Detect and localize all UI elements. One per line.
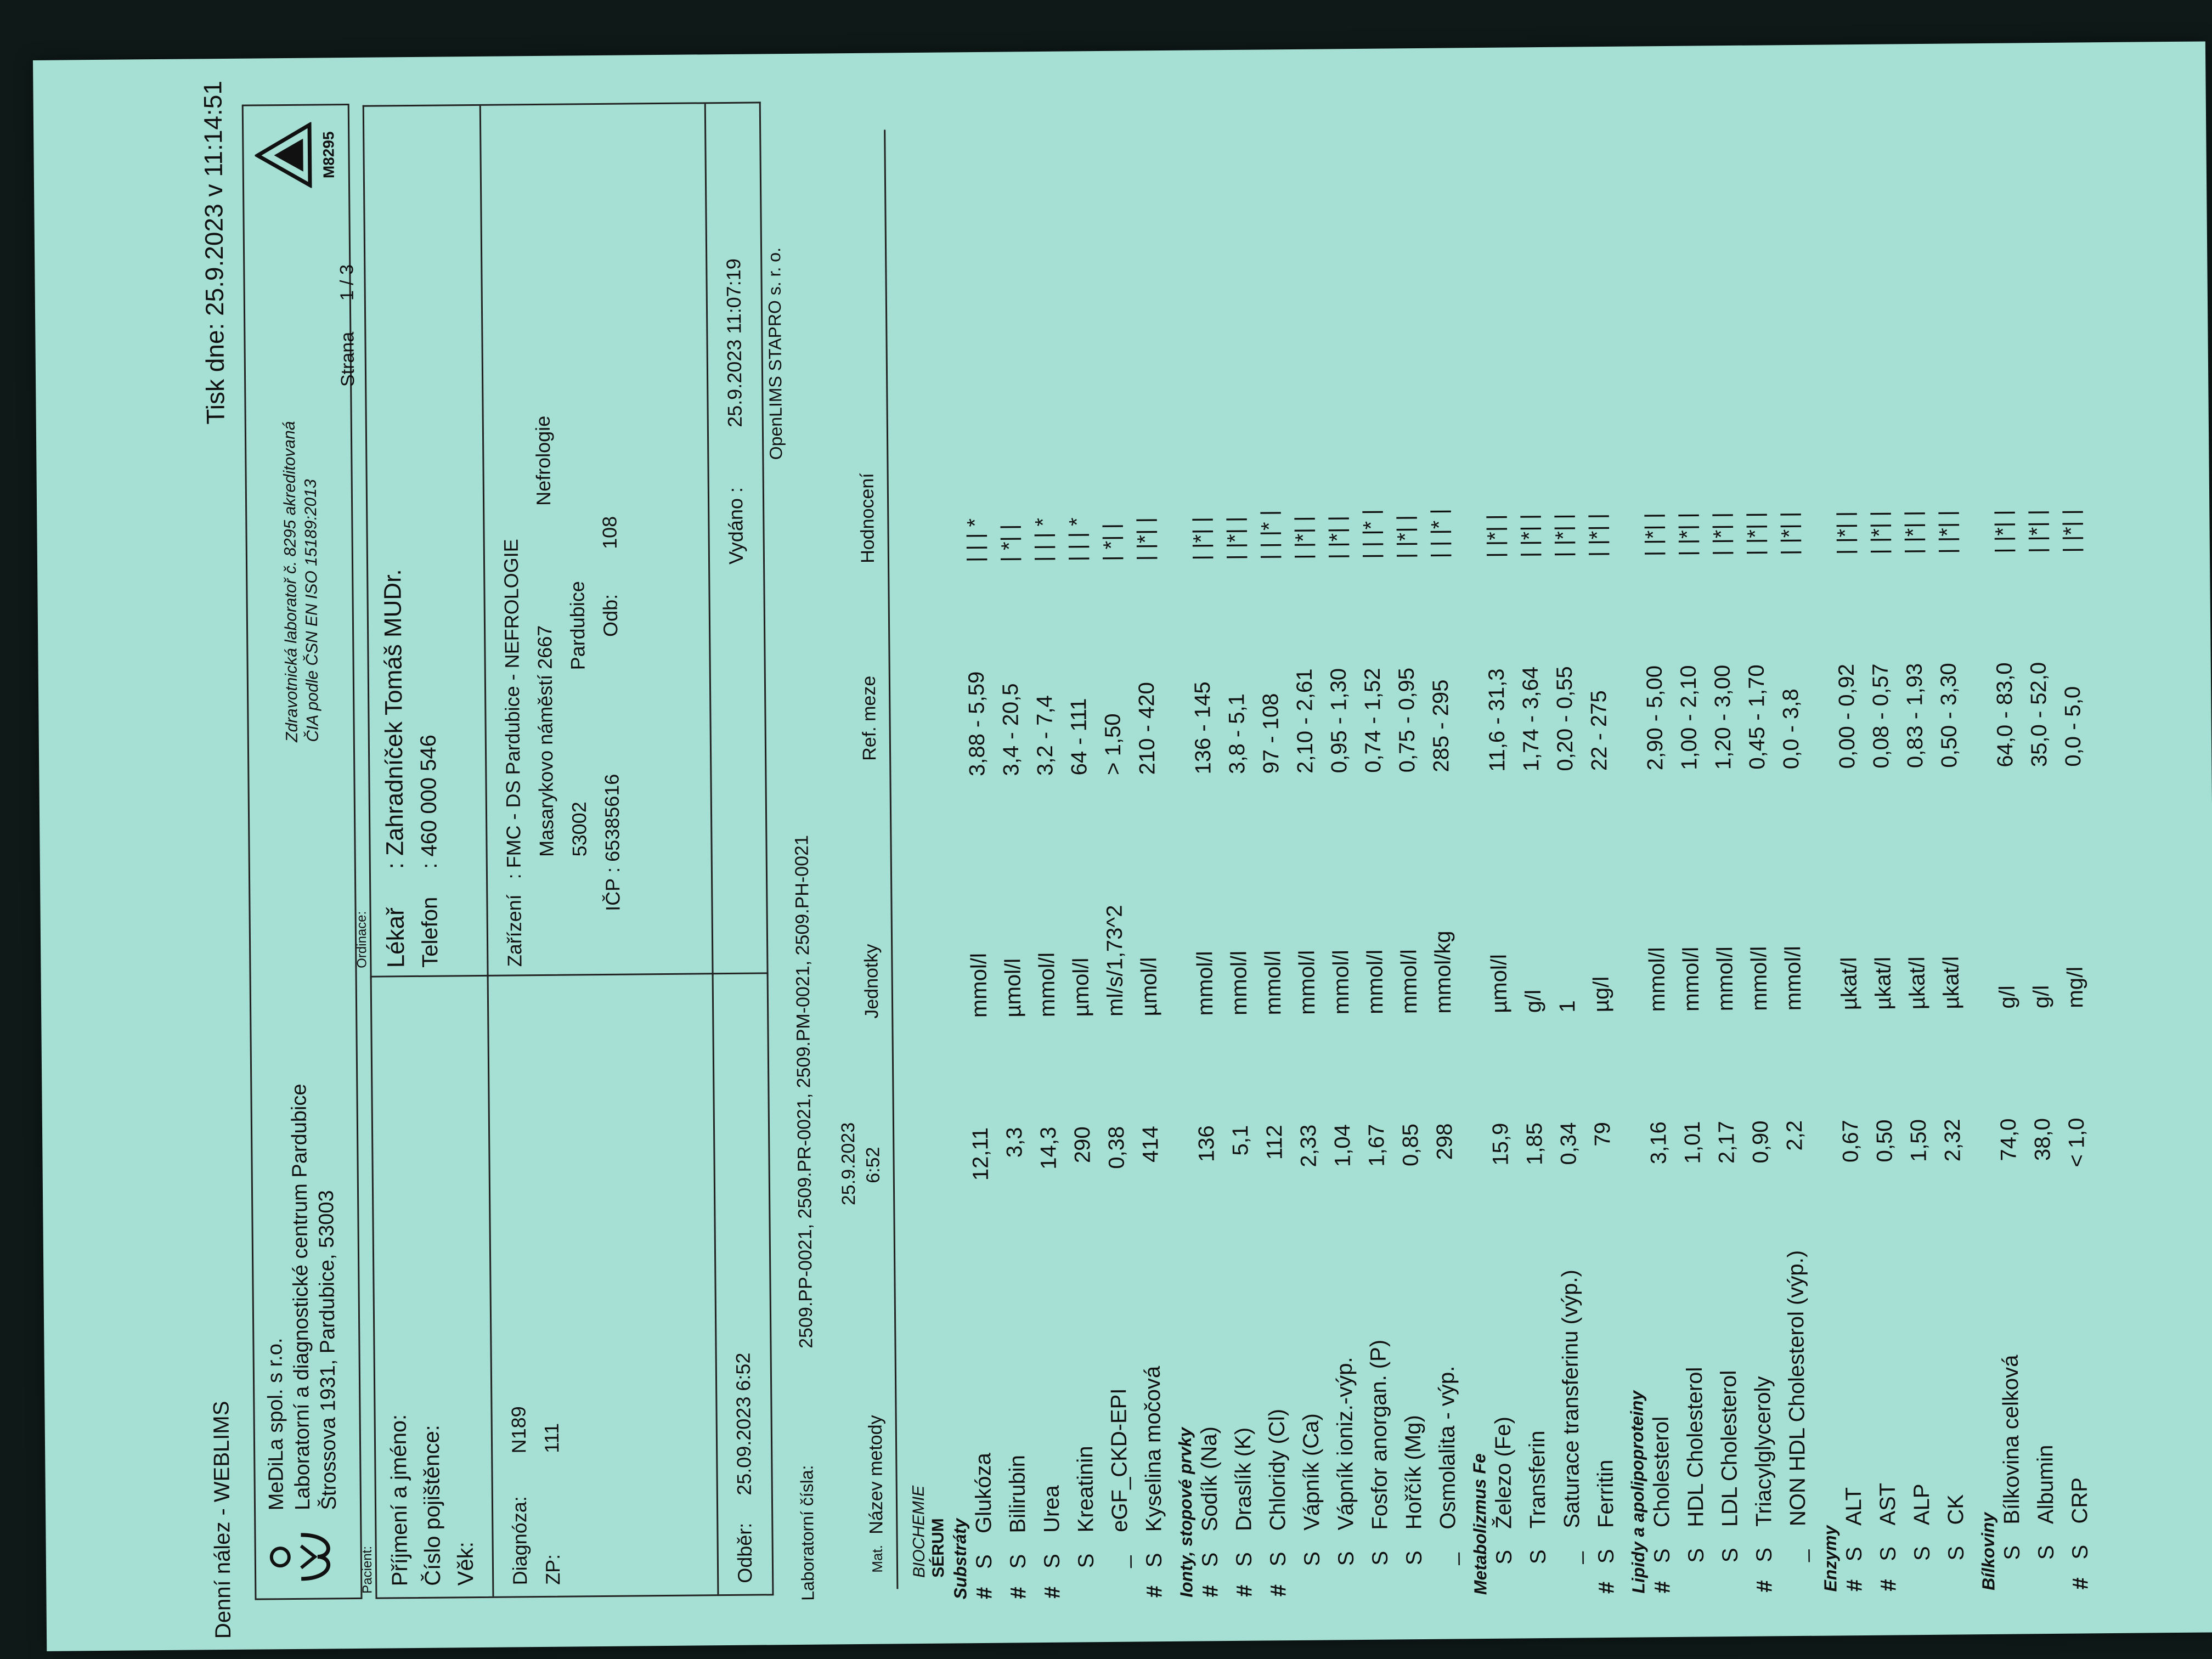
result-name: Osmolalita - výp.: [1434, 1365, 1460, 1530]
result-value: 3,16: [1646, 1121, 1671, 1165]
result-material: S: [1876, 1546, 1901, 1561]
zp-value: 111: [540, 1423, 563, 1454]
result-ref-range: 2,90 - 5,00: [1642, 665, 1668, 771]
result-name: Draslík (K): [1231, 1427, 1256, 1532]
result-material: _: [1108, 1555, 1133, 1568]
result-evaluation: | |*| |: [1189, 516, 1214, 561]
result-name: Kreatinin: [1073, 1446, 1098, 1533]
facility-address: Masarykovo náměstí 2667: [533, 625, 558, 857]
labnumbers-value: 2509.PP-0021, 2509.PR-0021, 2509.PM-0021, 2509.PH-0021: [791, 834, 817, 1348]
phone-value: : 460 000 546: [416, 734, 442, 869]
result-name: Saturace transferinu (výp.): [1558, 1269, 1584, 1528]
result-flag: #: [972, 1587, 997, 1600]
result-evaluation: | | |* |: [1257, 510, 1282, 560]
result-flag: #: [1232, 1584, 1257, 1598]
result-name: Triacylglyceroly: [1751, 1376, 1776, 1527]
result-unit: mmol/l: [1227, 950, 1252, 1016]
result-name: CK: [1943, 1494, 1968, 1525]
result-value: 2,17: [1714, 1120, 1739, 1164]
result-ref-range: 0,0 - 5,0: [2061, 686, 2086, 767]
result-evaluation: | |*| |: [1223, 516, 1248, 561]
result-unit: mmol/l: [1193, 951, 1218, 1016]
result-unit: µkat/l: [1939, 956, 1964, 1009]
result-value: 1,01: [1680, 1121, 1705, 1164]
result-unit: µmol/l: [1001, 958, 1026, 1018]
result-name: LDL Cholesterol: [1716, 1370, 1742, 1527]
result-ref-range: 97 - 108: [1259, 693, 1284, 774]
result-name: eGF_CKD-EPI: [1107, 1388, 1132, 1533]
report-header: [198, 81, 244, 1639]
group-title: Substráty: [950, 1518, 970, 1600]
cia-triangle-icon: [255, 122, 315, 189]
result-unit: mmol/l: [967, 953, 992, 1018]
result-ref-range: 1,00 - 2,10: [1676, 665, 1702, 770]
result-evaluation: | |*| |: [1867, 511, 1892, 555]
result-value: 0,50: [1872, 1119, 1897, 1163]
odb-value: 108: [598, 516, 621, 550]
office-box: [363, 101, 769, 979]
result-value: 79: [1590, 1121, 1615, 1147]
labnumbers-label: Laboratorní čísla:: [797, 1465, 818, 1601]
result-unit: mg/l: [2063, 966, 2088, 1008]
col-ref: Ref. meze: [858, 675, 881, 761]
result-flag: #: [1142, 1585, 1167, 1598]
result-value: 15,9: [1488, 1122, 1513, 1166]
result-ref-range: 22 - 275: [1587, 690, 1612, 771]
result-ref-range: 3,2 - 7,4: [1032, 695, 1058, 776]
result-ref-range: 0,75 - 0,95: [1394, 667, 1420, 773]
group-title: Bílkoviny: [1978, 1512, 1999, 1591]
result-value: 0,67: [1838, 1119, 1863, 1163]
result-name: Albumin: [2033, 1444, 2058, 1525]
result-name: AST: [1875, 1482, 1900, 1526]
result-unit: mmol/l: [1329, 950, 1354, 1015]
insurance-label: Číslo pojištěnce:: [419, 1425, 445, 1586]
result-material: S: [1526, 1549, 1551, 1565]
result-evaluation: | | |* |: [1427, 509, 1452, 558]
result-value: < 1,0: [2064, 1118, 2089, 1167]
result-flag: #: [1752, 1580, 1777, 1593]
group-title: Metabolizmus Fe: [1469, 1453, 1491, 1595]
patient-section-label: Pacient:: [359, 1545, 375, 1594]
result-unit: mmol/l: [1035, 952, 1060, 1018]
result-evaluation: | |*| |: [1901, 510, 1926, 555]
result-ref-range: 3,4 - 20,5: [998, 683, 1024, 776]
result-ref-range: 0,45 - 1,70: [1744, 664, 1770, 770]
result-name: Vápník ioniz.-výp.: [1332, 1357, 1358, 1531]
icp-label: IČP: [601, 878, 624, 912]
result-ref-range: 136 - 145: [1190, 681, 1216, 775]
result-material: S: [1040, 1554, 1065, 1569]
section-serum: SÉRUM: [929, 1518, 948, 1578]
result-value: 12,11: [968, 1127, 993, 1181]
result-flag: #: [1266, 1584, 1291, 1597]
paper-sheet: [33, 41, 2212, 1651]
group-title: Lipidy a apolipoproteiny: [1627, 1390, 1649, 1594]
result-value: 414: [1138, 1126, 1163, 1163]
result-material: S: [2068, 1544, 2092, 1560]
issued-label: Vydáno :: [724, 487, 748, 565]
result-evaluation: | | | *: [1031, 517, 1056, 562]
facility-value: : FMC - DS Pardubice - NEFROLOGIE: [499, 539, 526, 879]
result-ref-range: 285 - 295: [1428, 679, 1454, 772]
result-evaluation: | |*| |: [1743, 512, 1768, 556]
result-name: Bílkovina celková: [1998, 1355, 2024, 1525]
result-ref-range: 1,74 - 3,64: [1518, 666, 1544, 772]
odber-value: 25.09.2023 6:52: [731, 1352, 755, 1496]
result-ref-range: 210 - 420: [1134, 682, 1160, 775]
result-material: S: [972, 1554, 997, 1570]
result-ref-range: 64,0 - 83,0: [1992, 662, 2018, 768]
result-unit: mmol/l: [1747, 946, 1772, 1011]
result-evaluation: | |*| |: [1675, 512, 1700, 556]
result-value: 14,3: [1036, 1126, 1061, 1170]
result-flag: #: [2068, 1577, 2093, 1590]
result-name: ALP: [1909, 1483, 1934, 1526]
result-ref-range: 0,83 - 1,93: [1902, 663, 1928, 769]
result-unit: ml/s/1,73^2: [1102, 905, 1128, 1017]
result-evaluation: | |*| |: [2025, 509, 2050, 554]
result-value: 1,67: [1364, 1124, 1389, 1167]
result-unit: µmol/l: [1069, 957, 1094, 1017]
result-material: S: [1232, 1551, 1257, 1567]
col-units: Jednotky: [861, 944, 883, 1019]
age-label: Věk:: [453, 1541, 478, 1586]
result-unit: µg/l: [1589, 976, 1614, 1013]
result-ref-range: 0,95 - 1,30: [1326, 668, 1352, 774]
cia-cert-logo: M8295: [255, 122, 337, 188]
result-unit: g/l: [2029, 985, 2054, 1009]
result-material: S: [1334, 1551, 1359, 1566]
result-value: 136: [1194, 1125, 1219, 1163]
result-flag: #: [1876, 1579, 1901, 1592]
report-title: Denní nález - WEBLIMS: [209, 1401, 236, 1639]
result-evaluation: | *| |: [997, 524, 1022, 562]
result-material: S: [1402, 1550, 1427, 1566]
result-flag: #: [1594, 1581, 1619, 1594]
result-name: ALT: [1841, 1487, 1866, 1526]
icp-value: : 65385616: [600, 774, 624, 873]
result-flag: #: [1198, 1584, 1223, 1598]
result-unit: mmol/l: [1679, 946, 1704, 1012]
result-ref-range: 3,8 - 5,1: [1224, 693, 1250, 775]
result-material: S: [1198, 1552, 1223, 1567]
result-name: Kyselina močová: [1140, 1365, 1166, 1532]
result-material: S: [1718, 1548, 1743, 1563]
lab-report-page: [198, 63, 2212, 1639]
result-name: CRP: [2067, 1477, 2092, 1524]
result-unit: mmol/kg: [1430, 930, 1456, 1014]
result-ref-range: 0,20 - 0,55: [1552, 666, 1578, 771]
result-ref-range: > 1,50: [1101, 713, 1126, 776]
facility-dept: Nefrologie: [531, 415, 555, 506]
result-evaluation: | |*| |: [2059, 509, 2084, 553]
result-name: Glukóza: [971, 1453, 996, 1534]
result-evaluation: | *| |: [1099, 523, 1124, 562]
result-material: _: [1436, 1553, 1461, 1565]
doctor-label: Lékař: [382, 907, 410, 968]
result-material: S: [1842, 1547, 1867, 1562]
medila-logo-icon: [268, 1526, 345, 1587]
result-flag: #: [1842, 1579, 1867, 1592]
result-name: NON HDL Cholesterol (výp.): [1784, 1250, 1810, 1527]
result-material: S: [1006, 1554, 1031, 1569]
result-ref-range: 64 - 111: [1066, 698, 1092, 776]
diagnosis-label: Diagnóza:: [507, 1496, 532, 1585]
result-value: 0,90: [1748, 1120, 1773, 1164]
result-unit: µmol/l: [1137, 957, 1162, 1017]
result-evaluation: | |*| |: [1833, 511, 1858, 555]
result-material: S: [1752, 1547, 1777, 1562]
result-evaluation: | | |* |: [1359, 509, 1384, 559]
page-number: Strana 1 / 3: [336, 264, 359, 387]
result-unit: mmol/l: [1645, 947, 1670, 1012]
col-name: Název metody: [865, 1415, 887, 1534]
col-eval: Hodnocení: [856, 473, 879, 563]
result-name: Sodík (Na): [1197, 1426, 1222, 1532]
patient-box: [370, 972, 774, 1599]
issued-value: 25.9.2023 11:07:19: [722, 258, 746, 428]
result-unit: mmol/l: [1713, 946, 1738, 1012]
col-mat: Mat.: [868, 1544, 886, 1573]
result-flag: #: [1040, 1586, 1065, 1599]
result-ref-range: 1,20 - 3,00: [1710, 664, 1736, 770]
result-unit: mmol/l: [1397, 949, 1422, 1014]
result-value: 2,33: [1296, 1124, 1321, 1167]
result-name: Ferritin: [1593, 1459, 1618, 1528]
result-value: 38,0: [2030, 1118, 2055, 1161]
section-biochem: BIOCHEMIE: [909, 1485, 929, 1578]
result-material: S: [1368, 1550, 1393, 1566]
result-name: Urea: [1039, 1485, 1064, 1533]
result-name: Fosfor anorgan. (P): [1366, 1339, 1392, 1530]
result-ref-range: 0,0 - 3,8: [1779, 689, 1804, 770]
result-evaluation: | | | *: [1065, 517, 1090, 562]
facility-zip: 53002: [567, 802, 591, 857]
result-value: 1,85: [1522, 1122, 1547, 1166]
odber-label: Odběr:: [733, 1522, 757, 1583]
result-evaluation: | |*| |: [1709, 512, 1734, 556]
result-name: Vápník (Ca): [1299, 1413, 1324, 1531]
result-evaluation: | |*| |: [1133, 517, 1158, 561]
result-value: 298: [1432, 1123, 1457, 1160]
result-evaluation: | |*| |: [1517, 514, 1542, 558]
result-name: Transferin: [1525, 1430, 1550, 1529]
result-value: 0,85: [1398, 1123, 1423, 1167]
result-value: 290: [1070, 1126, 1095, 1164]
phone-label: Telefon: [417, 896, 443, 968]
result-value: 0,34: [1556, 1122, 1581, 1165]
lab-name: MeDiLa spol. s r.o. Laboratorní a diagnostické centrum Pardubice Štrossova 1931, Pardubice, 53003: [263, 1084, 341, 1511]
result-material: S: [1910, 1546, 1934, 1561]
result-material: S: [1300, 1551, 1325, 1566]
result-value: 3,3: [1002, 1127, 1027, 1158]
print-date: Tisk dne: 25.9.2023 v 11:14:51: [198, 80, 230, 425]
result-material: S: [2000, 1545, 2024, 1560]
result-value: 2,32: [1940, 1119, 1965, 1162]
result-evaluation: | |*| |: [1393, 515, 1418, 559]
result-material: S: [1944, 1545, 1968, 1561]
result-material: S: [1684, 1548, 1709, 1563]
result-evaluation: | | | *: [963, 518, 988, 563]
diagnosis-value: N189: [507, 1406, 531, 1454]
facility-label: Zařízení: [503, 894, 526, 967]
group-title: Ionty, stopové prvky: [1175, 1427, 1197, 1598]
result-material: _: [1560, 1551, 1585, 1564]
result-value: 112: [1262, 1125, 1287, 1160]
result-material: S: [1142, 1553, 1167, 1568]
result-unit: µkat/l: [1837, 957, 1862, 1011]
result-material: S: [1594, 1549, 1619, 1564]
result-material: S: [1074, 1553, 1099, 1568]
result-name: Chloridy (Cl): [1265, 1408, 1290, 1531]
result-name: Cholesterol: [1649, 1416, 1674, 1528]
result-unit: mmol/l: [1363, 949, 1388, 1014]
result-ref-range: 35,0 - 52,0: [2026, 662, 2052, 768]
result-value: 5,1: [1228, 1125, 1253, 1156]
result-material: S: [1650, 1548, 1675, 1564]
result-unit: g/l: [1995, 985, 2020, 1009]
accreditation-text: Zdravotnická laboratoř č. 8295 akreditovaná ČIA podle ČSN EN ISO 15189:2013: [280, 421, 322, 743]
facility-city: Pardubice: [566, 581, 589, 670]
result-flag: #: [1650, 1581, 1675, 1594]
result-value: 0,38: [1104, 1126, 1129, 1169]
result-ref-range: 0,08 - 0,57: [1868, 663, 1894, 769]
result-ref-range: 3,88 - 5,59: [964, 671, 990, 777]
result-unit: µkat/l: [1871, 957, 1896, 1010]
result-value: 1,04: [1330, 1124, 1355, 1167]
result-material: S: [1492, 1549, 1517, 1565]
result-unit: µkat/l: [1905, 956, 1930, 1010]
result-ref-range: 0,50 - 3,30: [1936, 663, 1962, 768]
odb-label: Odb:: [599, 594, 622, 637]
zp-label: ZP:: [541, 1554, 565, 1585]
result-evaluation: | |*| |: [1641, 512, 1666, 557]
result-material: _: [1786, 1549, 1811, 1562]
result-flag: #: [1006, 1586, 1031, 1599]
result-evaluation: | |*| |: [1551, 514, 1576, 557]
result-unit: mmol/l: [1295, 950, 1320, 1015]
col-date: 25.9.2023: [837, 1122, 860, 1206]
result-value: 2,2: [1782, 1120, 1807, 1151]
result-name: Hořčík (Mg): [1401, 1415, 1426, 1530]
result-evaluation: | |*| |: [1325, 515, 1350, 560]
result-name: Bilirubin: [1005, 1454, 1030, 1533]
col-time: 6:52: [862, 1147, 884, 1183]
result-value: 74,0: [1996, 1118, 2021, 1161]
result-evaluation: | |*| |: [1991, 510, 2016, 554]
result-ref-range: 2,10 - 2,61: [1292, 668, 1318, 774]
result-value: 1,50: [1906, 1119, 1931, 1163]
result-material: S: [1266, 1551, 1291, 1567]
result-evaluation: | |*| |: [1777, 511, 1802, 556]
result-unit: 1: [1555, 1000, 1580, 1013]
result-ref-range: 0,74 - 1,52: [1360, 668, 1386, 773]
result-unit: µmol/l: [1487, 954, 1512, 1013]
result-material: S: [2034, 1545, 2058, 1560]
result-unit: mmol/l: [1261, 950, 1286, 1015]
group-title: Enzymy: [1820, 1525, 1841, 1592]
result-unit: g/l: [1521, 989, 1546, 1013]
patient-name-label: Příjmení a jméno:: [386, 1414, 413, 1587]
result-name: HDL Cholesterol: [1682, 1367, 1708, 1527]
result-evaluation: | |*| |: [1483, 514, 1508, 558]
result-evaluation: | |*| |: [1291, 516, 1316, 560]
result-name: Železo (Fe): [1491, 1417, 1516, 1529]
result-ref-range: 0,00 - 0,92: [1834, 663, 1860, 769]
result-evaluation: | |*| |: [1935, 510, 1960, 554]
result-ref-range: 11,6 - 31,3: [1484, 668, 1510, 772]
office-section-label: Ordinace:: [354, 911, 370, 968]
doctor-value: : Zahradníček Tomáš MUDr.: [379, 569, 409, 870]
result-evaluation: | |*| |: [1585, 513, 1610, 557]
software-name: OpenLIMS STAPRO s. r. o.: [764, 247, 786, 460]
result-unit: mmol/l: [1781, 946, 1806, 1011]
